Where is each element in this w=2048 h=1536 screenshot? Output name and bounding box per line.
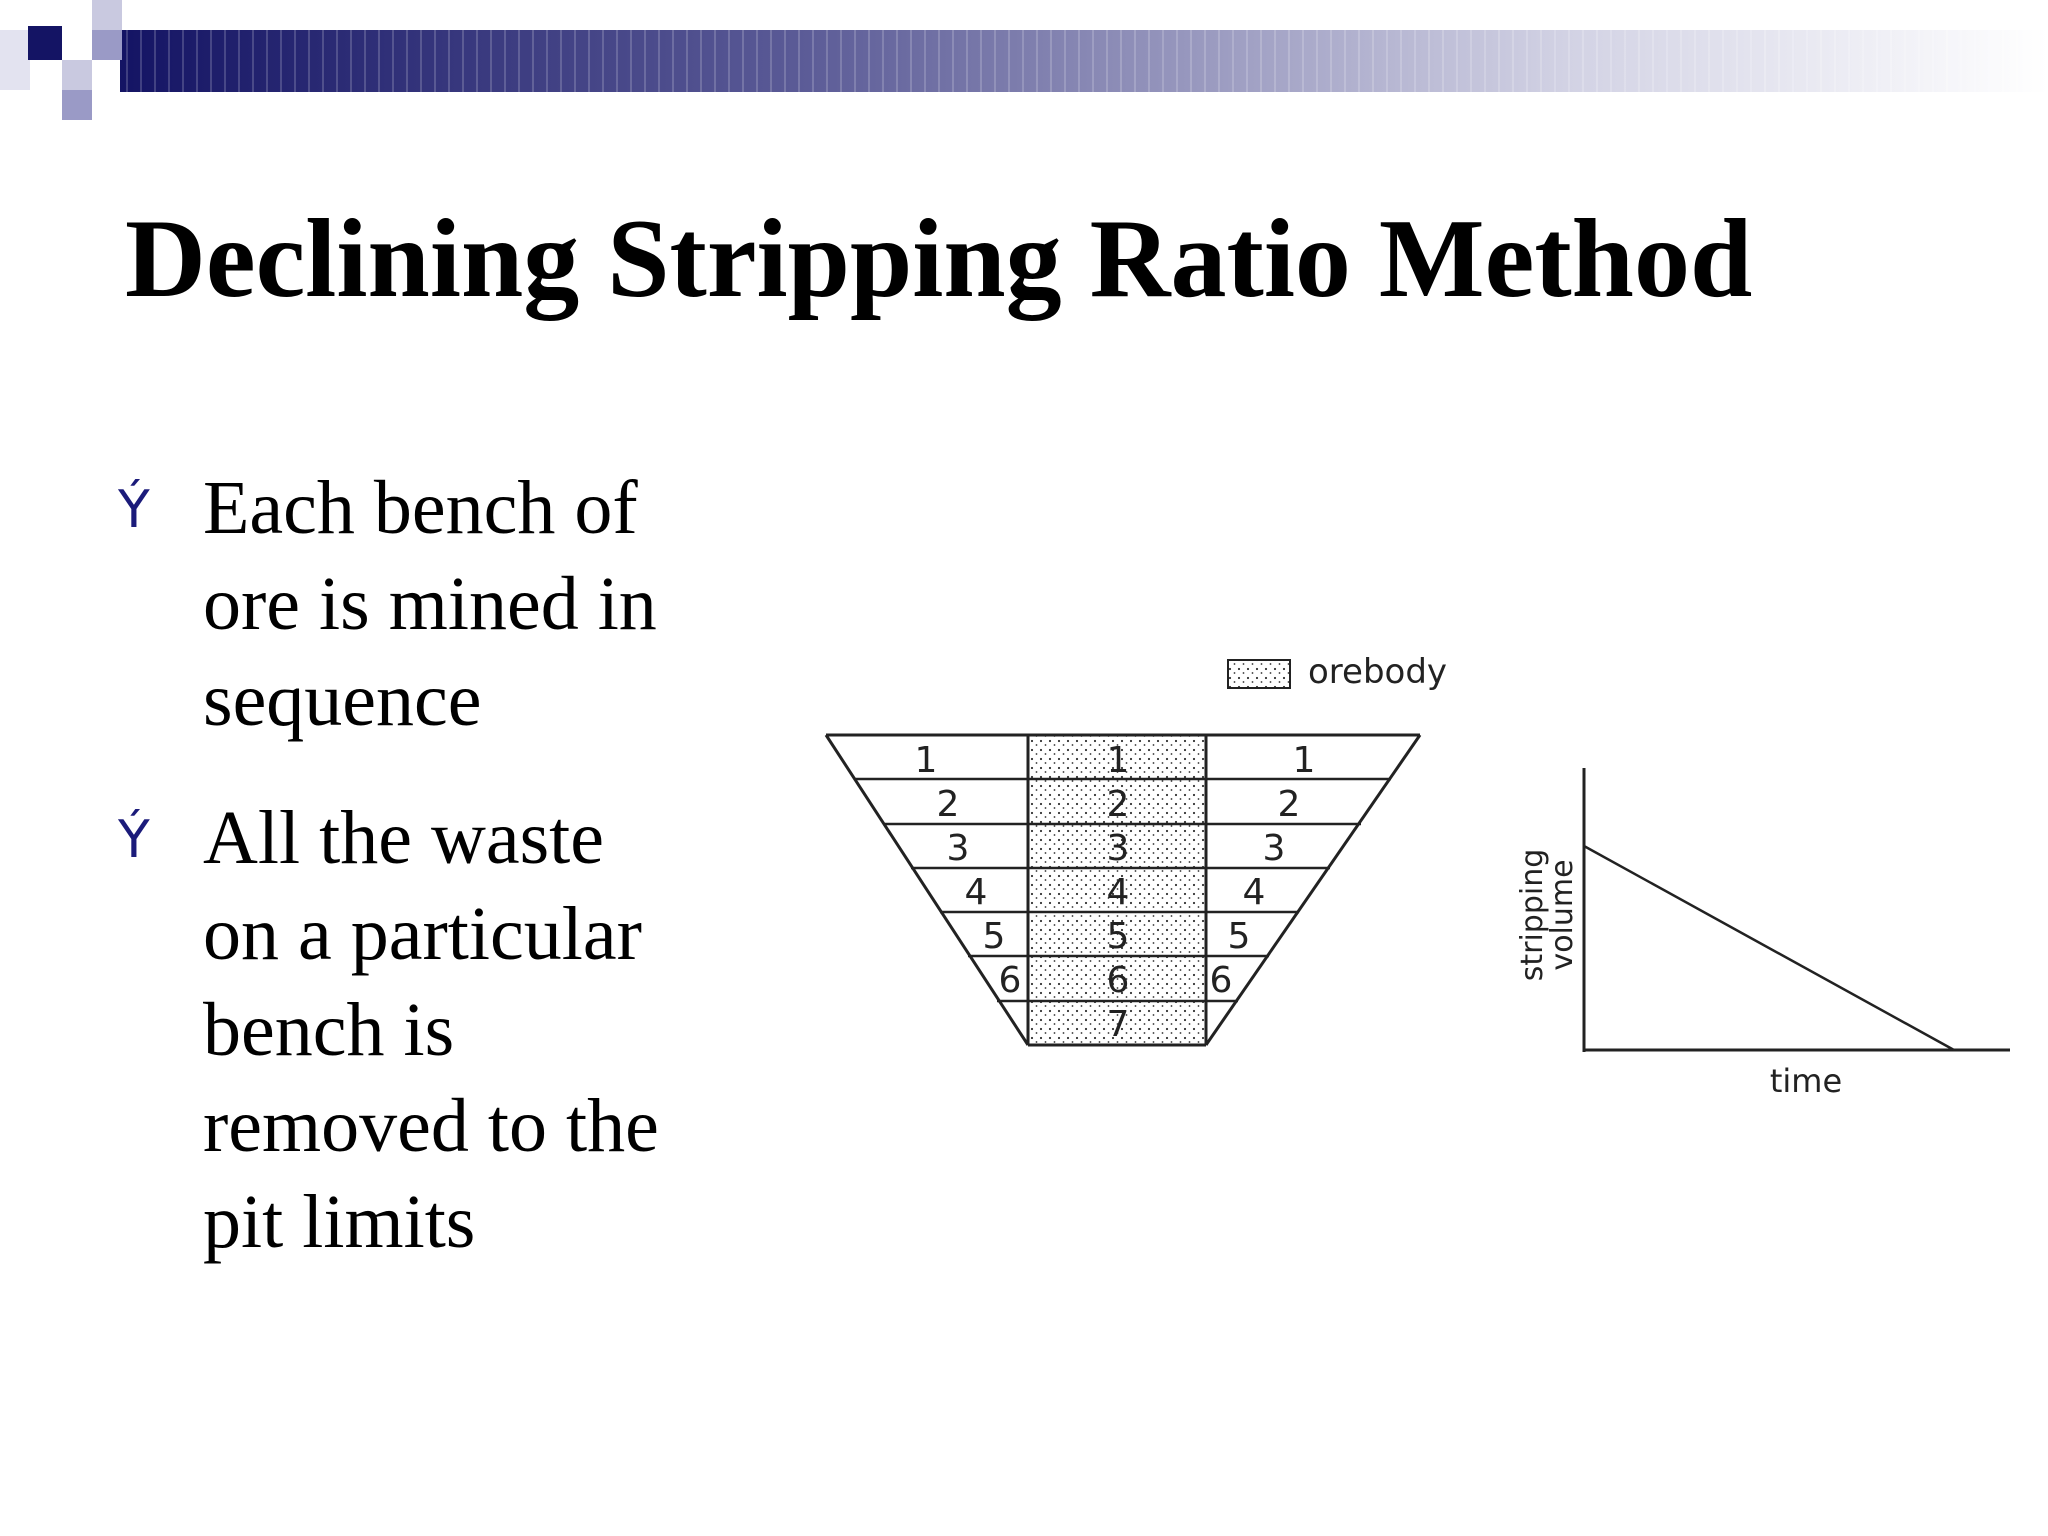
right-waste-label: 1 xyxy=(1292,740,1316,781)
orebody-legend-swatch xyxy=(1228,660,1290,688)
ore-bench-labels xyxy=(1107,740,1130,1045)
ore-bench-label: 5 xyxy=(1106,916,1130,957)
graph-y-label-line2: volume xyxy=(1545,859,1580,971)
ore-bench-label: 7 xyxy=(1106,1004,1130,1045)
declining-volume-line xyxy=(1584,846,1954,1050)
checkmark-bullet-icon: Ý xyxy=(118,480,150,540)
orebody-legend-label: orebody xyxy=(1308,652,1448,692)
ore-bench-label: 4 xyxy=(1106,872,1130,913)
stripping-volume-graph xyxy=(1515,768,2010,1100)
right-waste-label: 4 xyxy=(1242,872,1266,913)
bullet-text: All the waste on a particular bench is removed to the pit limits xyxy=(203,796,659,1264)
pit-diagram-figure xyxy=(778,640,2018,1110)
right-waste-label: 5 xyxy=(1227,916,1251,957)
ore-bench-label: 6 xyxy=(1106,960,1130,1001)
orebody-legend xyxy=(1228,652,1447,692)
bullet-item-waste-removal xyxy=(118,790,718,1270)
left-waste-label: 1 xyxy=(914,740,938,781)
left-waste-label: 4 xyxy=(964,872,988,913)
bullet-list xyxy=(118,460,718,1312)
corner-squares-logo xyxy=(0,0,122,120)
right-waste-label: 2 xyxy=(1277,784,1301,825)
graph-y-label-line1: stripping xyxy=(1515,848,1550,982)
right-waste-label: 6 xyxy=(1209,960,1233,1001)
checkmark-bullet-icon: Ý xyxy=(118,810,150,870)
header-band xyxy=(0,0,2048,130)
header-gradient-band xyxy=(0,0,2048,130)
left-waste-label: 2 xyxy=(936,784,960,825)
ore-bench-label: 2 xyxy=(1106,784,1130,825)
left-waste-label: 3 xyxy=(946,828,970,869)
left-waste-label: 6 xyxy=(998,960,1022,1001)
bullet-item-bench-sequence xyxy=(118,460,718,748)
left-waste-label: 5 xyxy=(982,916,1006,957)
ore-bench-label: 1 xyxy=(1106,740,1130,781)
right-waste-label: 3 xyxy=(1262,828,1286,869)
bullet-text: Each bench of ore is mined in sequence xyxy=(203,466,657,742)
pit-diagram-svg xyxy=(778,640,2018,1110)
ore-bench-label: 3 xyxy=(1106,828,1130,869)
graph-x-label: time xyxy=(1769,1062,1843,1100)
slide-title: Declining Stripping Ratio Method xyxy=(125,197,1753,321)
